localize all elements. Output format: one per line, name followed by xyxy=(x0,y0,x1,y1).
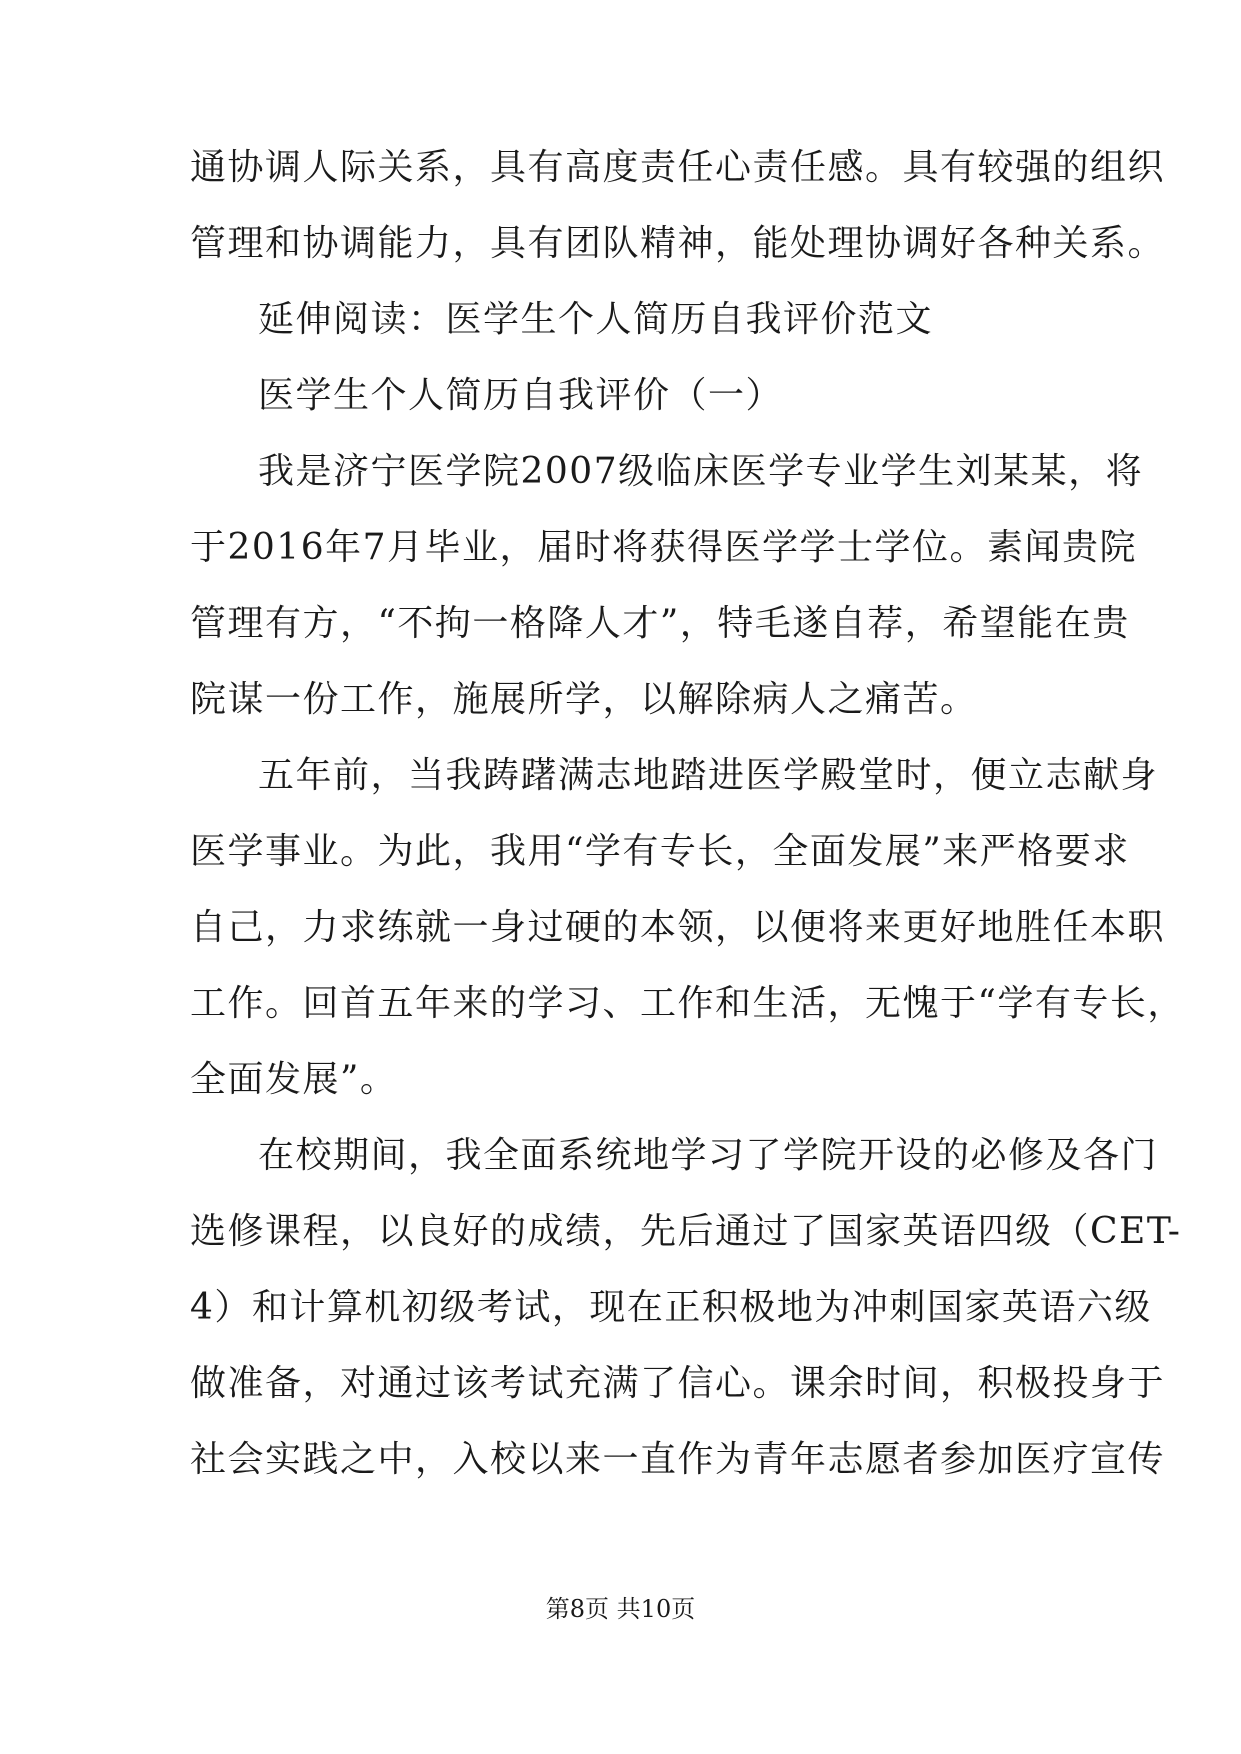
paragraph-line: 自己，力求练就一身过硬的本领，以便将来更好地胜任本职 xyxy=(190,907,1166,948)
paragraph-line: 在校期间，我全面系统地学习了学院开设的必修及各门 xyxy=(258,1135,1159,1176)
paragraph-line: 于2016年7月毕业，届时将获得医学学士学位。素闻贵院 xyxy=(190,527,1138,568)
paragraph-line: 管理有方，“不拘一格降人才”，特毛遂自荐，希望能在贵 xyxy=(190,603,1130,644)
page-number-footer: 第8页 共10页 xyxy=(545,1595,696,1623)
paragraph-line: 4）和计算机初级考试，现在正积极地为冲刺国家英语六级 xyxy=(190,1287,1152,1328)
paragraph-line: 管理和协调能力，具有团队精神，能处理协调好各种关系。 xyxy=(190,223,1166,264)
extended-reading-heading: 延伸阅读：医学生个人简历自我评价范文 xyxy=(258,299,934,340)
section-heading: 医学生个人简历自我评价（一） xyxy=(258,375,784,416)
paragraph-line: 五年前，当我踌躇满志地踏进医学殿堂时，便立志献身 xyxy=(258,755,1159,796)
paragraph-line: 医学事业。为此，我用“学有专长，全面发展”来严格要求 xyxy=(190,831,1130,872)
paragraph-line: 全面发展”。 xyxy=(190,1059,398,1100)
paragraph-line: 社会实践之中，入校以来一直作为青年志愿者参加医疗宣传 xyxy=(190,1439,1166,1480)
paragraph-line: 选修课程，以良好的成绩，先后通过了国家英语四级（CET- xyxy=(190,1211,1182,1252)
paragraph-line: 工作。回首五年来的学习、工作和生活，无愧于“学有专长， xyxy=(190,983,1185,1024)
paragraph-line: 我是济宁医学院2007级临床医学专业学生刘某某，将 xyxy=(258,451,1144,492)
paragraph-line: 院谋一份工作，施展所学，以解除病人之痛苦。 xyxy=(190,679,978,720)
paragraph-line: 做准备，对通过该考试充满了信心。课余时间，积极投身于 xyxy=(190,1363,1166,1404)
paragraph-line: 通协调人际关系，具有高度责任心责任感。具有较强的组织 xyxy=(190,147,1166,188)
